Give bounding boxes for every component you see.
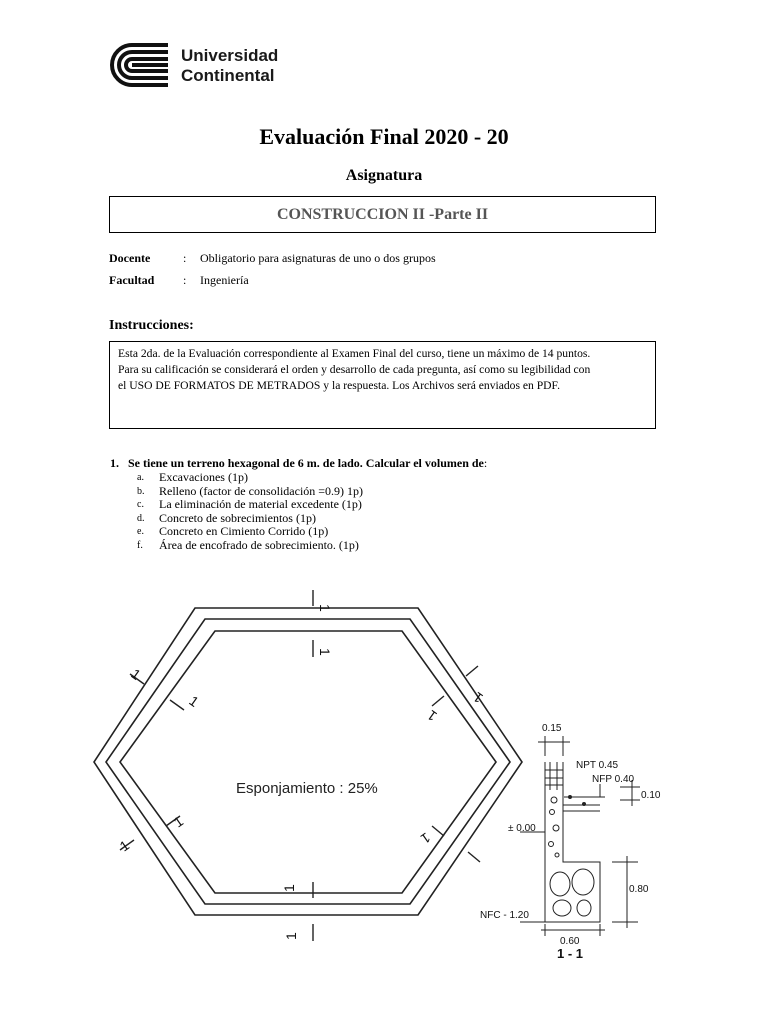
section-title: 1 - 1: [557, 946, 584, 961]
page-title: Evaluación Final 2020 - 20: [259, 124, 509, 149]
dim-label: 0.60: [560, 936, 580, 947]
section-mark: 1: [281, 884, 297, 892]
section-mark: 1: [116, 836, 133, 855]
section-mark: 1: [128, 665, 144, 683]
meta-sep: :: [183, 273, 187, 287]
dim-label: 0.15: [542, 723, 562, 734]
section-mark: 1: [317, 648, 333, 656]
level-label: ± 0.00: [508, 823, 536, 834]
section-mark: 1: [317, 604, 333, 612]
logo-line2: Continental: [181, 66, 275, 85]
option-text: Excavaciones (1p): [159, 470, 248, 484]
section-mark: 1: [170, 812, 187, 831]
logo-line1: Universidad: [181, 46, 279, 65]
question-text: Se tiene un terreno hexagonal de 6 m. de lado. Calcular el volumen de: [128, 456, 484, 470]
instructions-line: Para su calificación se considerará el orden y desarrollo de cada pregunta, así como su legibilidad con: [118, 363, 591, 376]
option-letter: d.: [137, 512, 145, 524]
option-text: La eliminación de material excedente (1p): [159, 497, 362, 512]
option-text: Relleno (factor de consolidación =0.9) 1p): [159, 483, 364, 498]
page-subtitle: Asignatura: [345, 167, 423, 184]
npt-marker: [568, 795, 572, 799]
option-text: Área de encofrado de sobrecimiento. (1p): [159, 537, 359, 552]
meta-key-facultad: Facultad: [109, 273, 155, 287]
question-number: 1.: [110, 456, 119, 470]
hexagon-outer: [94, 608, 522, 915]
meta-sep: :: [183, 251, 187, 265]
swelling-label: Esponjamiento : 25%: [236, 780, 378, 797]
section-mark: 1: [417, 829, 434, 848]
nfc-label: NFC - 1.20: [480, 910, 529, 921]
option-letter: e.: [137, 526, 144, 538]
option-letter: f.: [137, 539, 143, 551]
hexagon-middle: [106, 619, 510, 904]
section-mark: 1: [186, 692, 202, 710]
option-letter: c.: [137, 499, 144, 511]
npt-label: NPT 0.45: [576, 760, 619, 771]
instructions-heading: Instrucciones:: [109, 318, 194, 333]
nfp-label: NFP 0.40: [592, 774, 635, 785]
hexagon-inner: [120, 631, 496, 893]
course-name: CONSTRUCCION II -Parte II: [276, 205, 489, 223]
option-text: Concreto en Cimiento Corrido (1p): [159, 524, 329, 539]
meta-value-facultad: Ingeniería: [200, 273, 249, 287]
section-mark: 1: [424, 707, 440, 725]
meta-value-docente: Obligatorio para asignaturas de uno o dos grupos: [200, 251, 436, 265]
question-colon: :: [483, 456, 488, 470]
instructions-line: Esta 2da. de la Evaluación correspondiente al Examen Final del curso, tiene un máximo de 14 puntos.: [118, 347, 591, 360]
meta-key-docente: Docente: [109, 251, 151, 265]
nfp-marker: [582, 802, 586, 806]
option-text: Concreto de sobrecimientos (1p): [159, 510, 316, 525]
section-mark: 1: [470, 689, 486, 707]
dim-label: 0.80: [629, 884, 649, 895]
option-letter: a.: [137, 472, 144, 483]
dim-label: 0.10: [641, 790, 661, 801]
instructions-line: el USO DE FORMATOS DE METRADOS y la respuesta. Los Archivos será enviados en PDF.: [118, 379, 560, 392]
section-mark: 1: [283, 932, 299, 940]
option-letter: b.: [137, 485, 145, 497]
